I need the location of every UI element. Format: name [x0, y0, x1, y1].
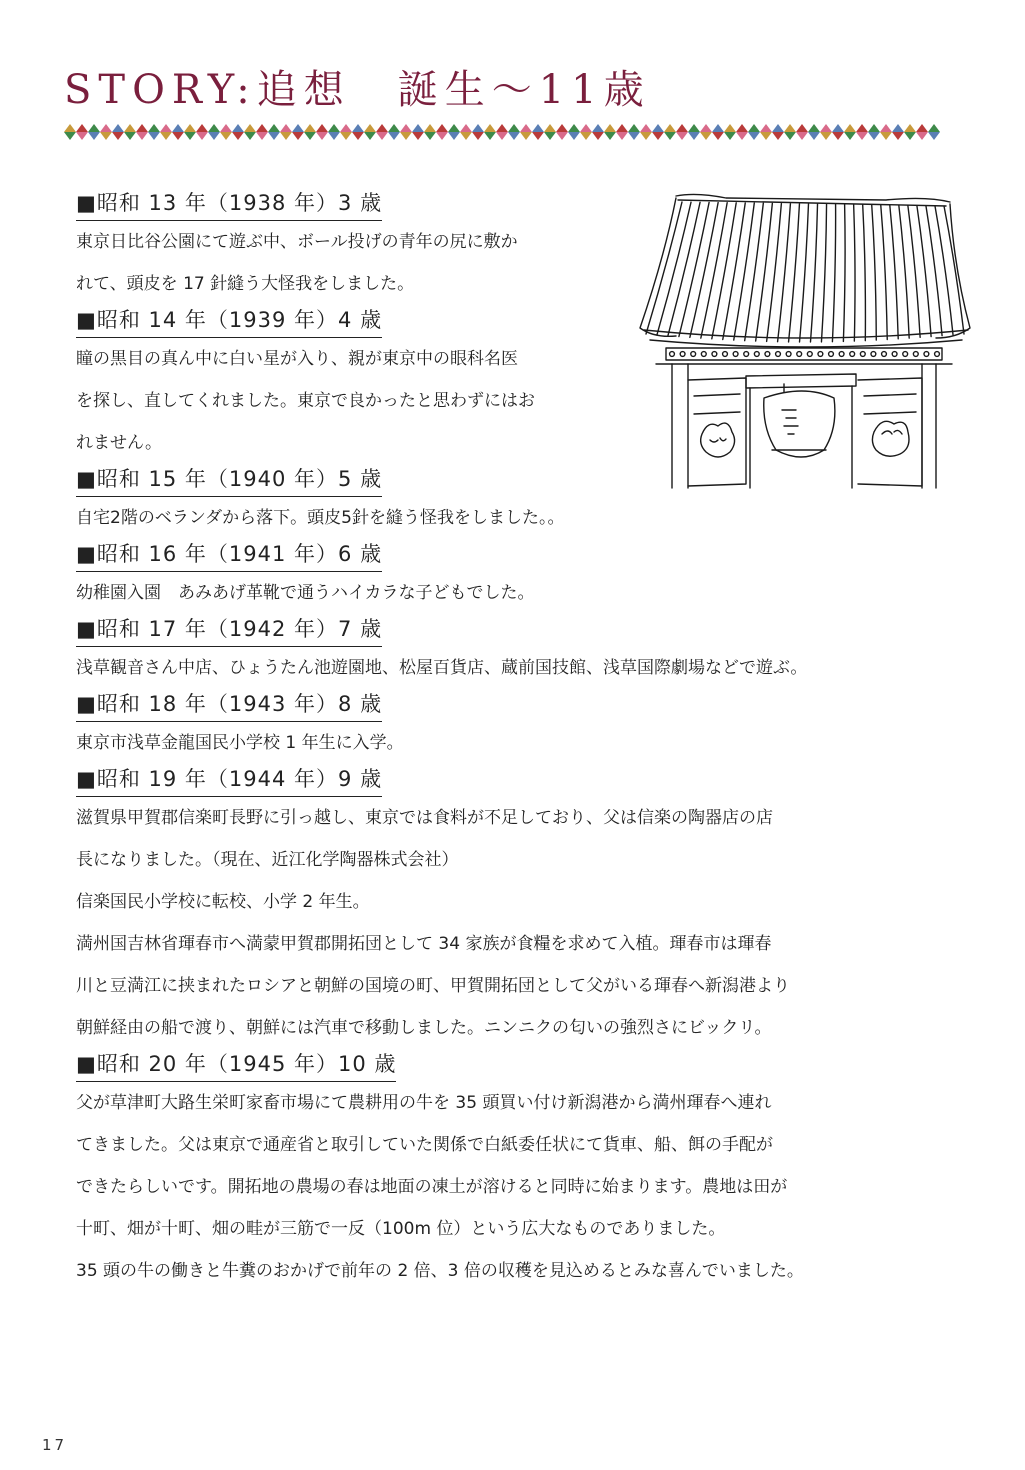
- body-text: 幼稚園入園 あみあげ革靴で通うハイカラな子どもでした。: [76, 583, 535, 603]
- timeline: [76, 188, 976, 1292]
- timeline-entry: [76, 464, 976, 539]
- timeline-entry: [76, 614, 976, 689]
- body-text: 浅草観音さん中店、ひょうたん池遊園地、松屋百貨店、蔵前国技館、浅草国際劇場などで遊ぶ。: [76, 658, 808, 678]
- year-heading: ■昭和 14 年（1939 年）4 歳: [76, 305, 382, 338]
- body-text: できたらしいです。開拓地の農場の春は地面の凍土が溶けると同時に始まります。農地は田が: [76, 1177, 788, 1197]
- body-text: 十町、畑が十町、畑の畦が三筋で一反（100m 位）という広大なものでありました。: [76, 1219, 726, 1239]
- timeline-entry: [76, 305, 976, 464]
- body-text: 東京市浅草金龍国民小学校 1 年生に入学。: [76, 733, 404, 753]
- body-text: れません。: [76, 433, 163, 453]
- body-text: 満州国吉林省琿春市へ満蒙甲賀郡開拓団として 34 家族が食糧を求めて入植。琿春市は琿春: [76, 934, 772, 954]
- body-text: 長になりました。（現在、近江化学陶器株式会社）: [76, 850, 459, 870]
- body-text: 35 頭の牛の働きと牛糞のおかげで前年の 2 倍、3 倍の収穫を見込めるとみな喜んでいました。: [76, 1261, 804, 1281]
- year-heading: ■昭和 18 年（1943 年）8 歳: [76, 689, 382, 722]
- body-text: 自宅2階のベランダから落下。頭皮5針を縫う怪我をしました。。: [76, 508, 565, 528]
- decorative-triangle-border: [64, 124, 940, 140]
- timeline-entry: [76, 689, 976, 764]
- year-heading: ■昭和 15 年（1940 年）5 歳: [76, 464, 382, 497]
- year-heading: ■昭和 16 年（1941 年）6 歳: [76, 539, 382, 572]
- body-text: 父が草津町大路生栄町家畜市場にて農耕用の牛を 35 頭買い付け新潟港から満州琿春へ連れ: [76, 1093, 772, 1113]
- body-text: 信楽国民小学校に転校、小学 2 年生。: [76, 892, 370, 912]
- year-heading: ■昭和 19 年（1944 年）9 歳: [76, 764, 382, 797]
- timeline-entry: [76, 188, 976, 305]
- page-title: STORY:追想 誕生～11歳: [64, 67, 651, 113]
- year-heading: ■昭和 20 年（1945 年）10 歳: [76, 1049, 396, 1082]
- body-text: 川と豆満江に挟まれたロシアと朝鮮の国境の町、甲賀開拓団として父がいる琿春へ新潟港より: [76, 976, 790, 996]
- body-text: 瞳の黒目の真ん中に白い星が入り、親が東京中の眼科名医: [76, 349, 518, 369]
- timeline-entry: [76, 1049, 976, 1292]
- year-heading: ■昭和 13 年（1938 年）3 歳: [76, 188, 382, 221]
- body-text: れて、頭皮を 17 針縫う大怪我をしました。: [76, 274, 415, 294]
- body-text: 朝鮮経由の船で渡り、朝鮮には汽車で移動しました。ニンニクの匂いの強烈さにビックリ。: [76, 1018, 772, 1038]
- body-text: 滋賀県甲賀郡信楽町長野に引っ越し、東京では食料が不足しており、父は信楽の陶器店の店: [76, 808, 773, 828]
- page-number: 17: [42, 1436, 68, 1454]
- body-text: てきました。父は東京で通産省と取引していた関係で白紙委任状にて貨車、船、餌の手配が: [76, 1135, 773, 1155]
- timeline-entry: [76, 764, 976, 1049]
- year-heading: ■昭和 17 年（1942 年）7 歳: [76, 614, 382, 647]
- timeline-entry: [76, 539, 976, 614]
- body-text: を探し、直してくれました。東京で良かったと思わずにはお: [76, 391, 535, 411]
- body-text: 東京日比谷公園にて遊ぶ中、ボール投げの青年の尻に敷か: [76, 232, 518, 252]
